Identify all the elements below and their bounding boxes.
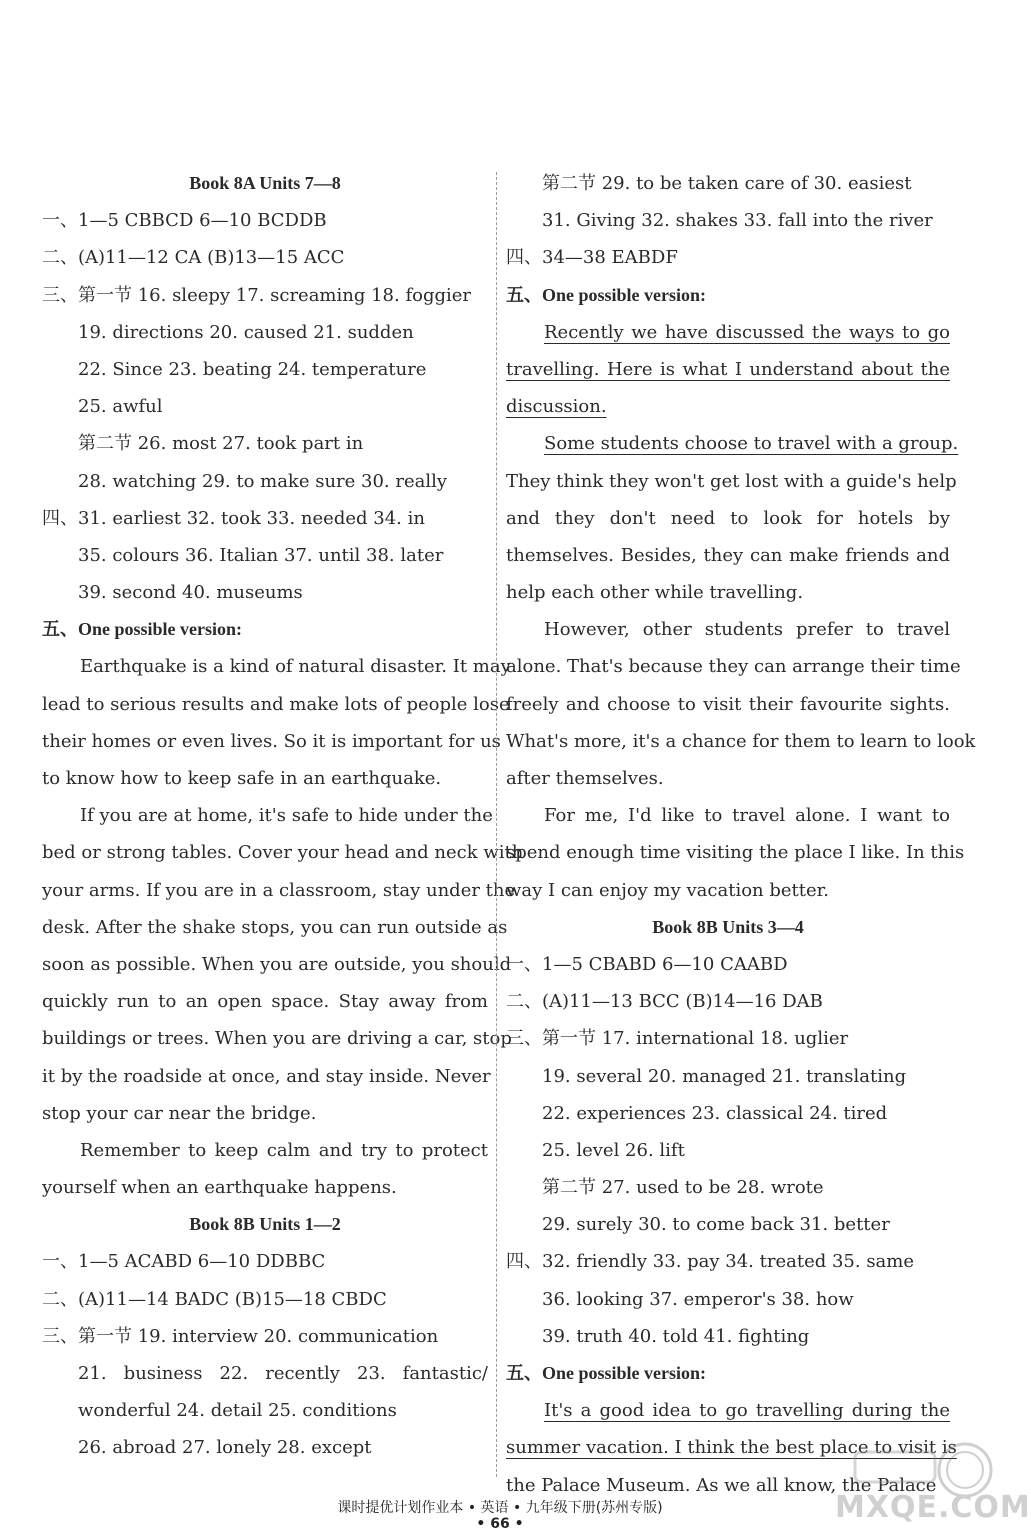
- essay-line: stop your car near the bridge.: [42, 1102, 317, 1124]
- column-divider: [496, 172, 497, 1477]
- essay-line: It's a good idea to go travelling during the: [544, 1400, 950, 1422]
- essay-line: desk. After the shake stops, you can run outside as: [42, 916, 508, 938]
- essay-line: soon as possible. When you are outside, you should: [42, 953, 512, 975]
- essay-line: after themselves.: [506, 768, 664, 789]
- essay-line: Some students choose to travel with a group.: [544, 433, 959, 455]
- watermark-logo: [835, 1440, 1031, 1525]
- section-title: Book 8B Units 3—4: [652, 916, 804, 937]
- essay-line: help each other while travelling.: [506, 582, 804, 604]
- essay-line: However, other students prefer to travel: [544, 619, 950, 641]
- left-column: [42, 165, 524, 1467]
- answer-line: 二、(A)11—14 BADC (B)15—18 CBDC: [42, 1288, 387, 1310]
- footer-title: 课时提优计划作业本 • 英语 • 九年级下册(苏州专版): [337, 1500, 663, 1516]
- essay-line: discussion.: [506, 396, 607, 418]
- answer-line: 三、第一节 19. interview 20. communication: [42, 1325, 439, 1347]
- answer-line: 25. awful: [78, 396, 163, 418]
- essay-line: 21. business 22. recently 23. fantastic/: [78, 1363, 488, 1384]
- essay-heading: 五、One possible version:: [506, 284, 707, 305]
- essay-line: to know how to keep safe in an earthquake.: [42, 768, 442, 789]
- answer-line: 四、34—38 EABDF: [506, 247, 678, 269]
- essay-line: their homes or even lives. So it is important for us: [42, 730, 501, 752]
- answer-line: 第二节 26. most 27. took part in: [78, 433, 364, 455]
- answer-line: 第二节 27. used to be 28. wrote: [542, 1177, 824, 1199]
- answer-line: 19. several 20. managed 21. translating: [542, 1065, 907, 1087]
- essay-line: lead to serious results and make lots of people lose: [42, 693, 510, 715]
- essay-line: Remember to keep calm and try to protect: [80, 1139, 488, 1161]
- essay-line: Recently we have discussed the ways to go: [544, 321, 950, 343]
- answer-line: 一、1—5 CBBCD 6—10 BCDDB: [42, 210, 327, 232]
- answer-line: 25. level 26. lift: [542, 1139, 685, 1161]
- answer-line: 一、1—5 ACABD 6—10 DDBBC: [42, 1251, 326, 1273]
- essay-line: spend enough time visiting the place I like. In this: [506, 842, 965, 864]
- answer-line: 四、32. friendly 33. pay 34. treated 35. same: [506, 1251, 915, 1273]
- essay-line: yourself when an earthquake happens.: [42, 1177, 397, 1199]
- essay-line: buildings or trees. When you are driving a car, stop: [42, 1028, 512, 1050]
- page-number: • 66 •: [476, 1516, 524, 1532]
- answer-line: 二、(A)11—12 CA (B)13—15 ACC: [42, 247, 345, 269]
- section-title: Book 8A Units 7—8: [189, 173, 341, 193]
- answer-line: 三、第一节 17. international 18. uglier: [506, 1028, 849, 1050]
- answer-line: 第二节 29. to be taken care of 30. easiest: [542, 173, 912, 194]
- answer-line: 三、第一节 16. sleepy 17. screaming 18. foggier: [42, 284, 472, 306]
- essay-line: the Palace Museum. As we all know, the Palace: [506, 1474, 937, 1496]
- essay-line: They think they won't get lost with a guide's help: [506, 470, 957, 492]
- answer-line: 29. surely 30. to come back 31. better: [542, 1214, 890, 1236]
- essay-line: What's more, it's a chance for them to learn to look: [506, 730, 976, 752]
- answer-line: wonderful 24. detail 25. conditions: [78, 1400, 397, 1422]
- essay-line: summer vacation. I think the best place to visit is: [506, 1437, 957, 1459]
- essay-line: If you are at home, it's safe to hide under the: [80, 805, 493, 827]
- essay-heading: 五、One possible version:: [506, 1363, 707, 1383]
- essay-heading: 五、One possible version:: [42, 619, 243, 640]
- answer-line: 26. abroad 27. lonely 28. except: [78, 1437, 372, 1459]
- essay-line: Earthquake is a kind of natural disaster. It may: [80, 656, 511, 678]
- answer-line: 39. truth 40. told 41. fighting: [542, 1325, 810, 1347]
- section-title: Book 8B Units 1—2: [189, 1214, 341, 1235]
- right-column: [506, 165, 976, 1504]
- answer-line: 19. directions 20. caused 21. sudden: [78, 321, 414, 343]
- answer-line: 22. Since 23. beating 24. temperature: [78, 358, 427, 380]
- essay-line: alone. That's because they can arrange their time: [506, 656, 961, 678]
- essay-line: themselves. Besides, they can make friends and: [506, 544, 950, 566]
- watermark-text: MXQE.COM: [835, 1490, 1031, 1525]
- essay-line: your arms. If you are in a classroom, stay under the: [42, 879, 516, 901]
- essay-line: quickly run to an open space. Stay away from: [42, 991, 488, 1013]
- answer-line: 36. looking 37. emperor's 38. how: [542, 1288, 854, 1310]
- answer-line: 35. colours 36. Italian 37. until 38. later: [78, 544, 444, 566]
- answer-line: 39. second 40. museums: [78, 582, 303, 604]
- answer-line: 31. Giving 32. shakes 33. fall into the river: [542, 210, 933, 232]
- essay-line: it by the roadside at once, and stay inside. Never: [42, 1065, 491, 1087]
- essay-line: travelling. Here is what I understand about the: [506, 358, 950, 380]
- answer-line: 二、(A)11—13 BCC (B)14—16 DAB: [506, 991, 823, 1013]
- essay-line: freely and choose to visit their favourite sights.: [506, 693, 950, 715]
- answer-line: 22. experiences 23. classical 24. tired: [542, 1102, 888, 1124]
- essay-line: and they don't need to look for hotels by: [506, 507, 950, 529]
- essay-line: way I can enjoy my vacation better.: [506, 879, 829, 901]
- answer-line: 四、31. earliest 32. took 33. needed 34. in: [42, 507, 425, 529]
- answer-line: 一、1—5 CBABD 6—10 CAABD: [506, 953, 788, 975]
- answer-line: 28. watching 29. to make sure 30. really: [78, 470, 448, 492]
- essay-line: For me, I'd like to travel alone. I want to: [544, 805, 950, 827]
- essay-line: bed or strong tables. Cover your head and neck with: [42, 842, 524, 864]
